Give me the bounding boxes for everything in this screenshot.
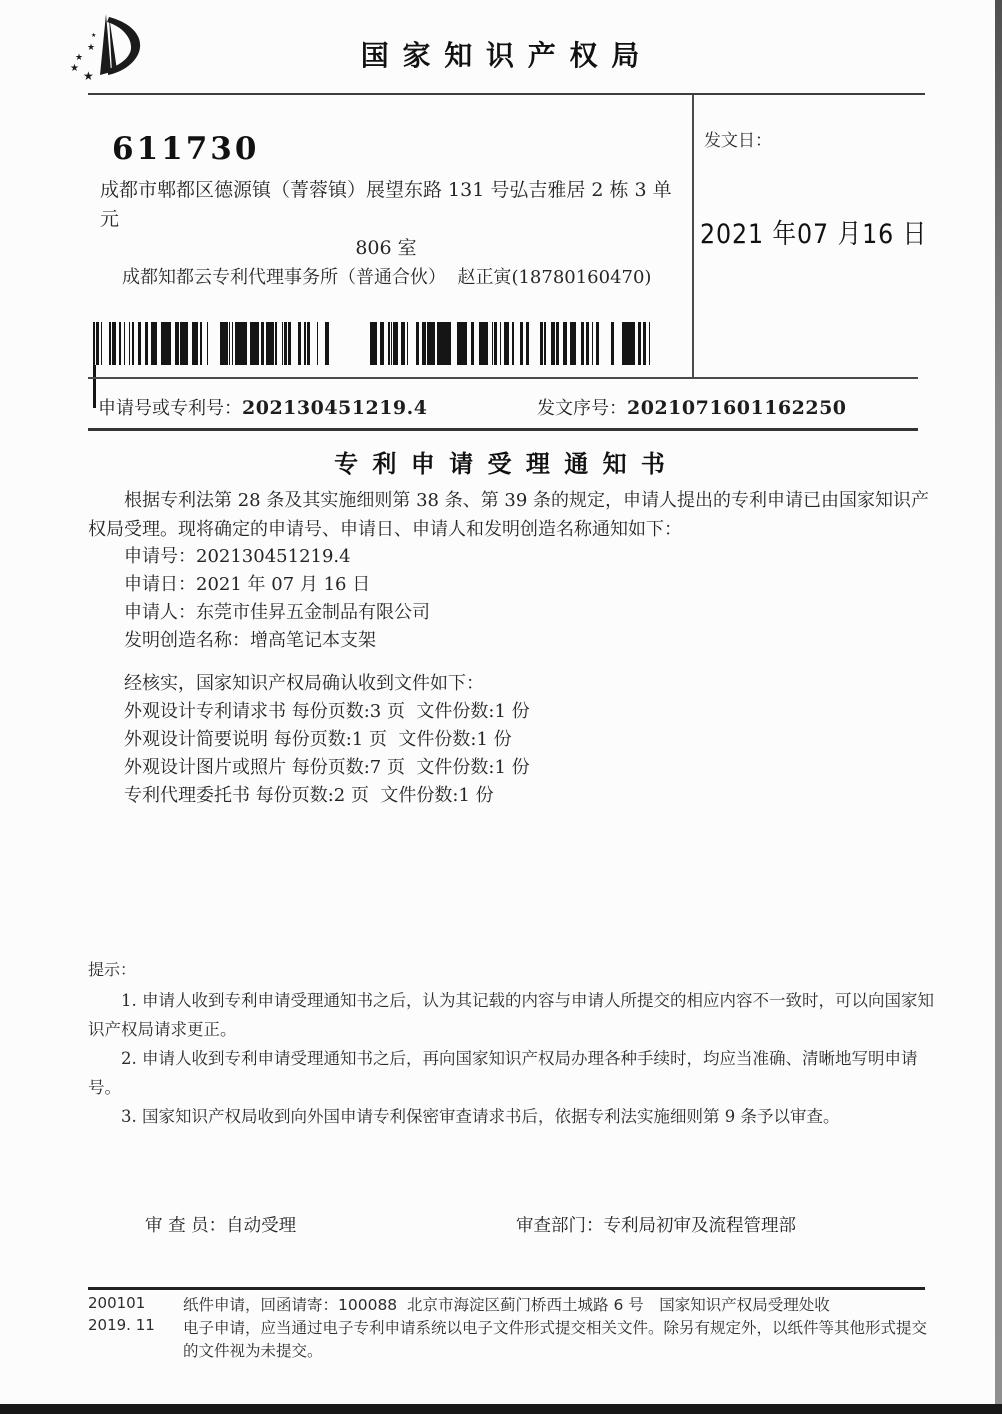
application-number-group	[98, 394, 427, 420]
examiner-value: 自动受理	[226, 1216, 297, 1236]
application-number-label: 申请号或专利号：	[98, 398, 242, 419]
barcode-divider	[88, 377, 918, 379]
received-doc-item: 专利代理委托书 每份页数:2 页 文件份数:1 份	[124, 785, 494, 806]
notice-intro-paragraph: 根据专利法第 28 条及其实施细则第 38 条、第 39 条的规定，申请人提出的专利申请已由国家知识产权局受理。现将确定的申请号、申请日、申请人和发明创造名称通知如下：	[88, 490, 930, 540]
footer-paper-line: 纸件申请，回函请寄：100088 北京市海淀区蓟门桥西土城路 6 号 国家知识产权局受理处收	[183, 1296, 830, 1314]
recipient-address-line1: 成都市郫都区德源镇（菁蓉镇）展望东路 131 号弘吉雅居 2 栋 3 单元	[100, 179, 672, 230]
department-group	[516, 1212, 796, 1237]
barcode-right	[370, 322, 651, 365]
footer-divider	[88, 1287, 925, 1290]
department-value: 专利局初审及流程管理部	[603, 1216, 796, 1236]
received-doc-item: 外观设计简要说明 每份页数:1 页 文件份数:1 份	[124, 729, 512, 750]
examiner-group	[145, 1212, 296, 1237]
recipient-agent-line: 成都知都云专利代理事务所（普通合伙） 赵正寅(18780160470)	[122, 267, 652, 288]
field-applicant: 申请人：东莞市佳昇五金制品有限公司	[124, 602, 430, 623]
recipient-address-block	[100, 176, 672, 292]
barcode-left	[93, 322, 330, 365]
application-number-value: 202130451219.4	[242, 397, 428, 419]
received-documents	[124, 670, 530, 810]
footer-form-code: 200101	[88, 1294, 146, 1312]
footer-electronic-line: 电子申请，应当通过电子专利申请系统以电子文件形式提交相关文件。除另有规定外，以纸件等其他形式提交的文件视为未提交。	[183, 1319, 928, 1360]
svg-text:★: ★	[91, 32, 97, 39]
field-invention-name: 发明创造名称：增高笔记本支架	[124, 630, 376, 651]
svg-text:★: ★	[75, 53, 84, 63]
tip-item-2: 2. 申请人收到专利申请受理通知书之后，再向国家知识产权局办理各种手续时，均应当准确、清晰地写明申请号。	[88, 1049, 918, 1097]
svg-text:★: ★	[70, 63, 79, 74]
examiner-label: 审 查 员：	[145, 1216, 227, 1236]
scan-edge-right	[995, 0, 1002, 1414]
reference-divider	[88, 428, 918, 431]
postal-code: 611730	[112, 131, 260, 167]
footer-form-date: 2019. 11	[88, 1316, 155, 1334]
issue-date-value: 2021 年07 月16 日	[700, 219, 928, 250]
notice-title: 专 利 申 请 受 理 通 知 书	[334, 449, 668, 478]
tips-label: 提示：	[88, 960, 137, 979]
agency-name: 国 家 知 识 产 权 局	[360, 39, 642, 72]
field-application-date: 申请日：2021 年 07 月 16 日	[124, 574, 371, 595]
issue-date-label: 发文日：	[704, 131, 772, 151]
header-divider	[88, 93, 925, 95]
application-fields	[124, 543, 430, 655]
svg-text:★: ★	[83, 69, 94, 83]
received-intro: 经核实，国家知识产权局确认收到文件如下：	[124, 673, 484, 694]
issue-date-box-border	[692, 95, 694, 379]
received-doc-item: 外观设计图片或照片 每份页数:7 页 文件份数:1 份	[124, 757, 530, 778]
serial-number-value: 2021071601162250	[627, 397, 847, 419]
tips-section	[88, 957, 944, 1131]
serial-number-group	[537, 394, 847, 420]
received-doc-item: 外观设计专利请求书 每份页数:3 页 文件份数:1 份	[124, 701, 530, 722]
serial-number-label: 发文序号：	[537, 398, 627, 419]
svg-text:★: ★	[87, 43, 96, 53]
recipient-address-line2: 806 室	[355, 237, 417, 259]
department-label: 审查部门：	[516, 1216, 604, 1236]
tip-item-1: 1. 申请人收到专利申请受理通知书之后，认为其记载的内容与申请人所提交的相应内容不一致时，可以向国家知识产权局请求更正。	[88, 991, 934, 1039]
scan-edge-bottom	[0, 1404, 1002, 1414]
field-application-no: 申请号：202130451219.4	[124, 546, 351, 567]
footer-instructions	[183, 1294, 933, 1363]
tip-item-3: 3. 国家知识产权局收到向外国申请专利保密审查请求书后，依据专利法实施细则第 9 条予以审查。	[121, 1107, 840, 1126]
